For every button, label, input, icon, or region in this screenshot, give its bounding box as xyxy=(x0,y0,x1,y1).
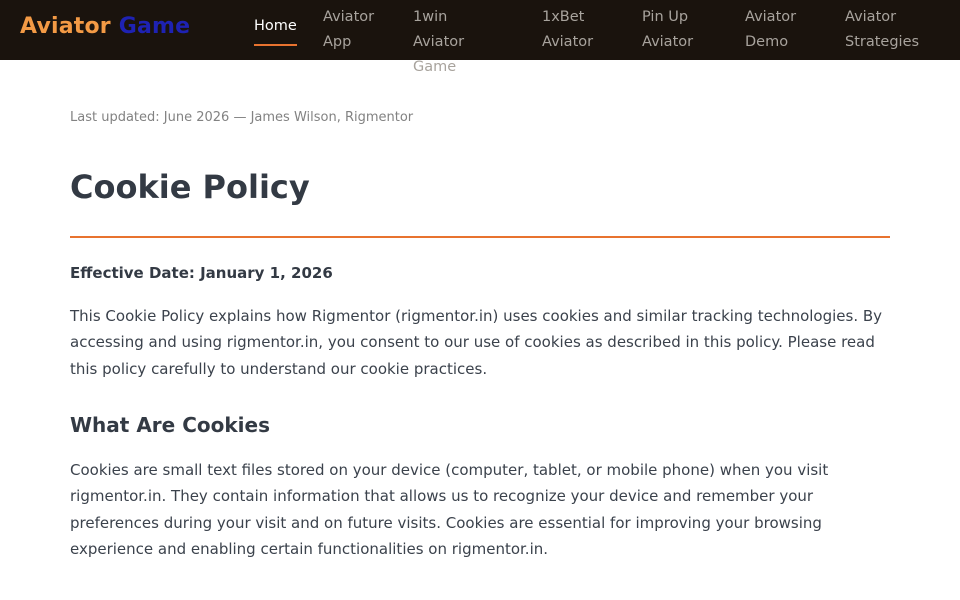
site-logo[interactable] xyxy=(20,14,190,39)
nav-aviator-app[interactable] xyxy=(323,5,374,55)
nav-pin-up-aviator[interactable] xyxy=(642,5,693,55)
nav-label-line2: Aviator xyxy=(642,34,694,50)
page-title: Cookie Policy xyxy=(70,168,310,206)
nav-label-line2: Demo xyxy=(745,34,789,50)
nav-label-line1: Aviator xyxy=(323,9,375,25)
nav-aviator-demo[interactable] xyxy=(745,5,796,55)
nav-label-line1: 1xBet xyxy=(542,9,585,25)
site-header xyxy=(0,0,960,75)
nav-label-line2: App xyxy=(323,34,352,50)
nav-label-line1: Aviator xyxy=(745,9,797,25)
nav-1xbet-aviator[interactable] xyxy=(542,5,593,55)
nav-home[interactable] xyxy=(254,14,297,46)
active-nav-underline xyxy=(254,44,297,46)
nav-home-label: Home xyxy=(254,18,297,34)
nav-label-line1: Aviator xyxy=(845,9,897,25)
nav-1win-aviator-game[interactable] xyxy=(413,5,464,80)
nav-label-line1: 1win Aviator xyxy=(413,9,465,50)
last-updated-meta: Last updated: June 2026 — James Wilson, Rigmentor xyxy=(70,110,414,125)
cookies-definition-paragraph: Cookies are small text files stored on your device (computer, tablet, or mobile phone) when you visit rigmentor.in. They contain information that allows us to recognize your device and remember your preferences during your visit and on future visits. Cookies are essential for improving your browsing experience and enabling certain functionalities on rigmentor.in. xyxy=(70,461,829,558)
nav-aviator-strategies[interactable] xyxy=(845,5,919,55)
nav-label-line2: Strategies xyxy=(845,34,920,50)
title-divider xyxy=(70,236,890,238)
logo-text-aviator: Aviator xyxy=(20,14,111,39)
logo-text-game: Game xyxy=(118,14,191,39)
intro-paragraph: This Cookie Policy explains how Rigmentor (rigmentor.in) uses cookies and similar tracking technologies. By accessing and using rigmentor.in, you consent to our use of cookies as described in this policy. Please read this policy carefully to understand our cookie practices. xyxy=(70,307,883,378)
effective-date: Effective Date: January 1, 2026 xyxy=(70,264,333,282)
nav-label-line1: Pin Up xyxy=(642,9,689,25)
section-heading-what-are-cookies: What Are Cookies xyxy=(70,413,270,437)
nav-label-line2: Aviator xyxy=(542,34,594,50)
nav-label-line2: Game xyxy=(413,59,457,75)
